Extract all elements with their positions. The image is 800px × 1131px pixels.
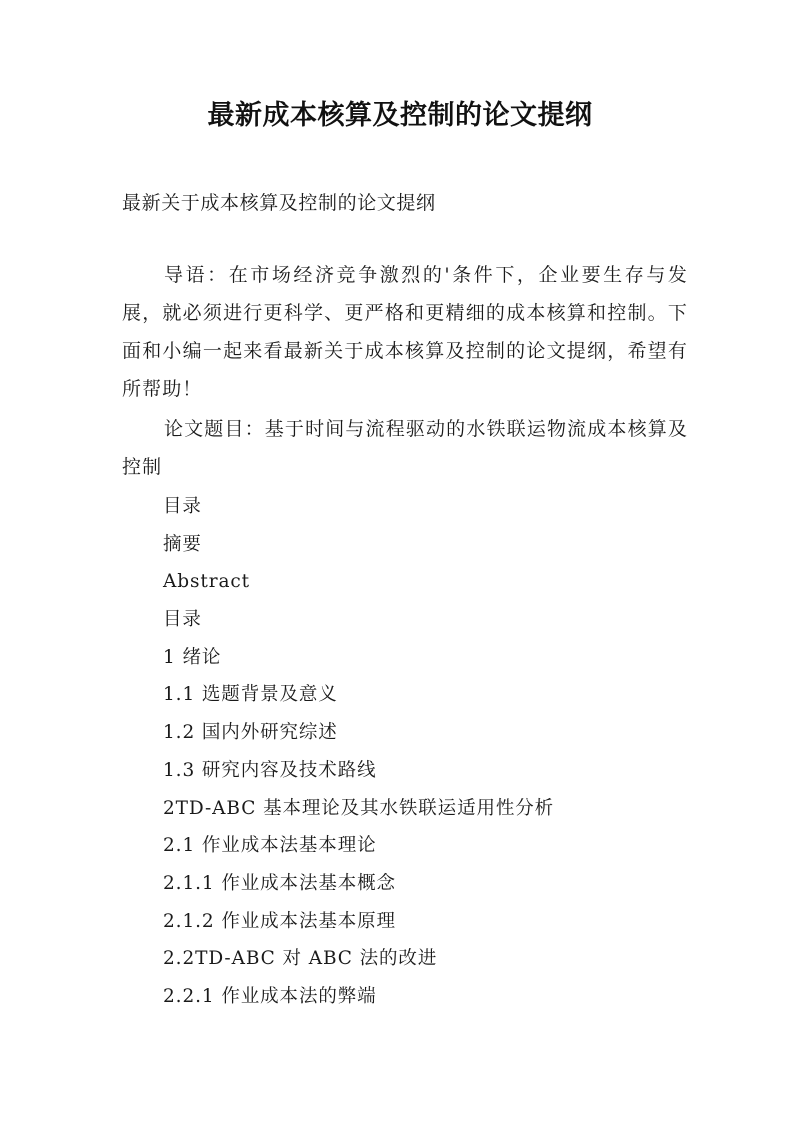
outline-item: 目录 xyxy=(163,496,202,517)
outline-item: 2.1 作业成本法基本理论 xyxy=(163,835,377,857)
outline-item: 目录 xyxy=(163,609,202,631)
document-title: 最新成本核算及控制的论文提纲 xyxy=(207,100,593,131)
outline-item: 2.2.1 作业成本法的弊端 xyxy=(163,985,377,1007)
outline-item: 1.1 选题背景及意义 xyxy=(163,684,338,706)
outline-item: 1.2 国内外研究综述 xyxy=(163,722,338,744)
outline-item: 2.2TD-ABC 对 ABC 法的改进 xyxy=(163,948,438,970)
outline-item: 1 绪论 xyxy=(163,646,222,668)
outline-item: Abstract xyxy=(163,571,250,593)
outline-item: 2.1.2 作业成本法基本原理 xyxy=(163,910,396,932)
outline-item: 1.3 研究内容及技术路线 xyxy=(163,759,377,781)
outline-list xyxy=(163,488,554,1016)
topic-paragraph: 论文题目：基于时间与流程驱动的水铁联运物流成本核算及控制 xyxy=(122,418,688,478)
outline-item: 2TD-ABC 基本理论及其水铁联运适用性分析 xyxy=(163,797,555,819)
outline-item: 2.1.1 作业成本法基本概念 xyxy=(163,872,396,894)
document-subtitle: 最新关于成本核算及控制的论文提纲 xyxy=(122,192,436,214)
intro-paragraph: 导语：在市场经济竞争激烈的'条件下，企业要生存与发展，就必须进行更科学、更严格和更精细的成本核算和控制。下面和小编一起来看最新关于成本核算及控制的论文提纲，希望有所帮助！ xyxy=(122,264,688,400)
outline-item: 摘要 xyxy=(163,533,202,555)
